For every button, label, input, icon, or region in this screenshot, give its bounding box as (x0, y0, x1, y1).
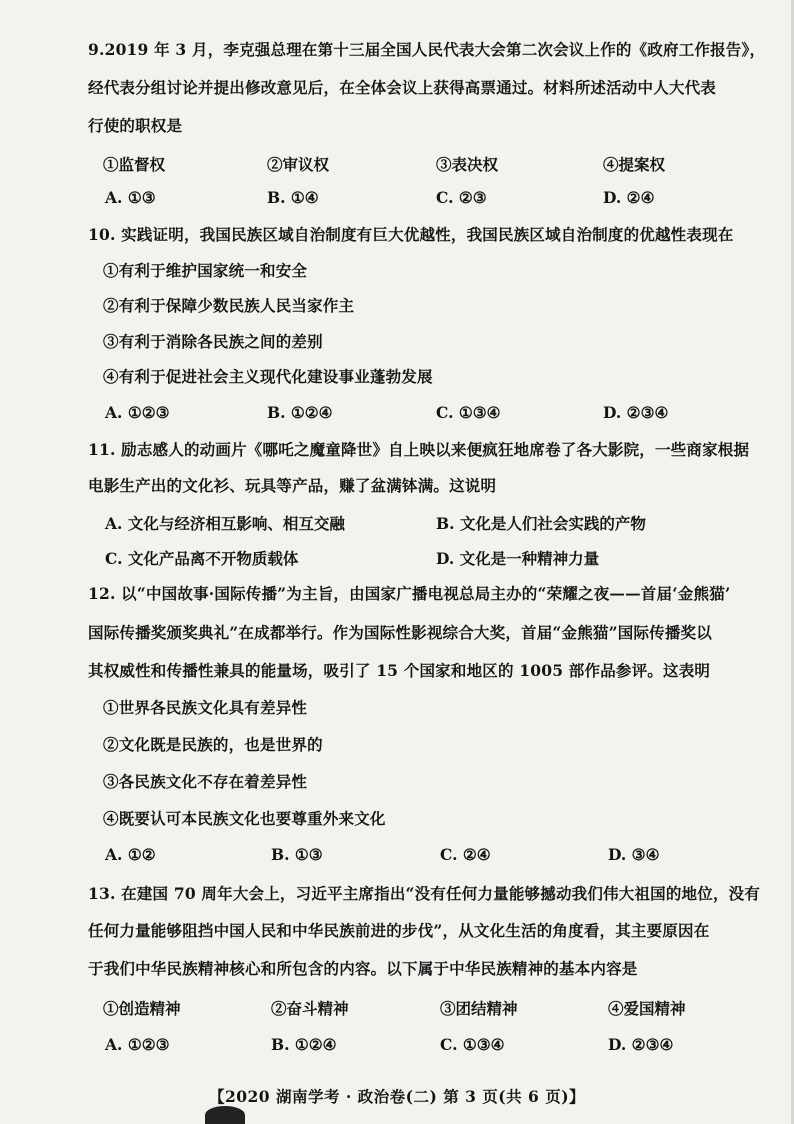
q10-choice-d: D. ②③④ (603, 403, 669, 422)
q10-item-3: ③有利于消除各民族之间的差别 (103, 332, 323, 351)
q10-stem-line-1: 10. 实践证明，我国民族区域自治制度有巨大优越性，我国民族区域自治制度的优越性表现在 (88, 225, 734, 244)
q12-item-1: ①世界各民族文化具有差异性 (103, 698, 308, 717)
scan-blot (205, 1106, 245, 1124)
q10-choice-b: B. ①②④ (267, 403, 333, 422)
q11-stem-line-1: 11. 励志感人的动画片《哪吒之魔童降世》自上映以来便疯狂地席卷了各大影院，一些商家根据 (88, 440, 750, 459)
q9-choice-d: D. ②④ (603, 188, 655, 207)
q9-stem-line-2: 经代表分组讨论并提出修改意见后，在全体会议上获得高票通过。材料所述活动中人大代表 (88, 78, 717, 97)
q13-choice-d: D. ②③④ (608, 1035, 674, 1054)
q12-stem-line-2: 国际传播奖颁奖典礼”在成都举行。作为国际性影视综合大奖，首届“金熊猫”国际传播奖以 (88, 623, 712, 642)
q11-choice-b: B. 文化是人们社会实践的产物 (436, 514, 646, 533)
q9-item-1: ①监督权 (103, 155, 166, 174)
q9-stem-line-1: 9.2019 年 3 月，李克强总理在第十三届全国人民代表大会第二次会议上作的《政府工作报告》， (88, 40, 766, 59)
page-footer: 【2020 湖南学考 · 政治卷(二) 第 3 页(共 6 页)】 (208, 1087, 586, 1106)
q10-choice-a: A. ①②③ (105, 403, 170, 422)
q13-item-4: ④爱国精神 (608, 999, 686, 1018)
q10-item-4: ④有利于促进社会主义现代化建设事业蓬勃发展 (103, 367, 433, 386)
q9-choice-b: B. ①④ (267, 188, 319, 207)
q13-choice-c: C. ①③④ (440, 1035, 505, 1054)
q13-item-1: ①创造精神 (103, 999, 181, 1018)
q13-choices (103, 1035, 754, 1055)
q11-choice-d: D. 文化是一种精神力量 (436, 549, 600, 568)
q13-stem-line-1: 13. 在建国 70 周年大会上，习近平主席指出“没有任何力量能够撼动我们伟大祖国的地位，没有 (88, 884, 761, 903)
q12-stem-line-1: 12. 以“中国故事·国际传播”为主旨，由国家广播电视总局主办的“荣耀之夜——首届‘金熊猫’ (88, 584, 731, 603)
q12-choice-c: C. ②④ (440, 845, 491, 864)
q12-choices (103, 845, 754, 865)
q12-item-3: ③各民族文化不存在着差异性 (103, 772, 308, 791)
q13-item-2: ②奋斗精神 (271, 999, 349, 1018)
q11-choice-a: A. 文化与经济相互影响、相互交融 (105, 514, 345, 533)
q11-choices-row-1 (103, 512, 754, 532)
q9-item-4: ④提案权 (603, 155, 666, 174)
q12-choice-b: B. ①③ (271, 845, 323, 864)
q10-item-1: ①有利于维护国家统一和安全 (103, 261, 308, 280)
q9-item-2: ②审议权 (267, 155, 330, 174)
q12-choice-d: D. ③④ (608, 845, 660, 864)
q9-item-3: ③表决权 (436, 155, 499, 174)
q11-choice-c: C. 文化产品离不开物质载体 (105, 549, 299, 568)
q13-stem-line-2: 任何力量能够阻挡中国人民和中华民族前进的步伐”，从文化生活的角度看，其主要原因在 (88, 921, 710, 940)
q9-choices (103, 188, 754, 208)
q13-choice-b: B. ①②④ (271, 1035, 337, 1054)
q12-choice-a: A. ①② (105, 845, 156, 864)
q12-item-4: ④既要认可本民族文化也要尊重外来文化 (103, 809, 386, 828)
q12-item-2: ②文化既是民族的，也是世界的 (103, 735, 323, 754)
q11-stem-line-2: 电影生产出的文化衫、玩具等产品，赚了盆满钵满。这说明 (88, 476, 497, 495)
q13-items-row (103, 997, 754, 1017)
q9-choice-c: C. ②③ (436, 188, 487, 207)
q13-stem-line-3: 于我们中华民族精神核心和所包含的内容。以下属于中华民族精神的基本内容是 (88, 959, 638, 978)
q11-choices-row-2 (103, 547, 754, 567)
q13-item-3: ③团结精神 (440, 999, 518, 1018)
q10-item-2: ②有利于保障少数民族人民当家作主 (103, 296, 355, 315)
q9-choice-a: A. ①③ (105, 188, 156, 207)
q9-stem-line-3: 行使的职权是 (88, 116, 183, 135)
q12-stem-line-3: 其权威性和传播性兼具的能量场，吸引了 15 个国家和地区的 1005 部作品参评。这表明 (88, 661, 711, 680)
q13-choice-a: A. ①②③ (105, 1035, 170, 1054)
q10-choices (103, 403, 754, 423)
q10-choice-c: C. ①③④ (436, 403, 501, 422)
q9-items-row (103, 153, 754, 173)
